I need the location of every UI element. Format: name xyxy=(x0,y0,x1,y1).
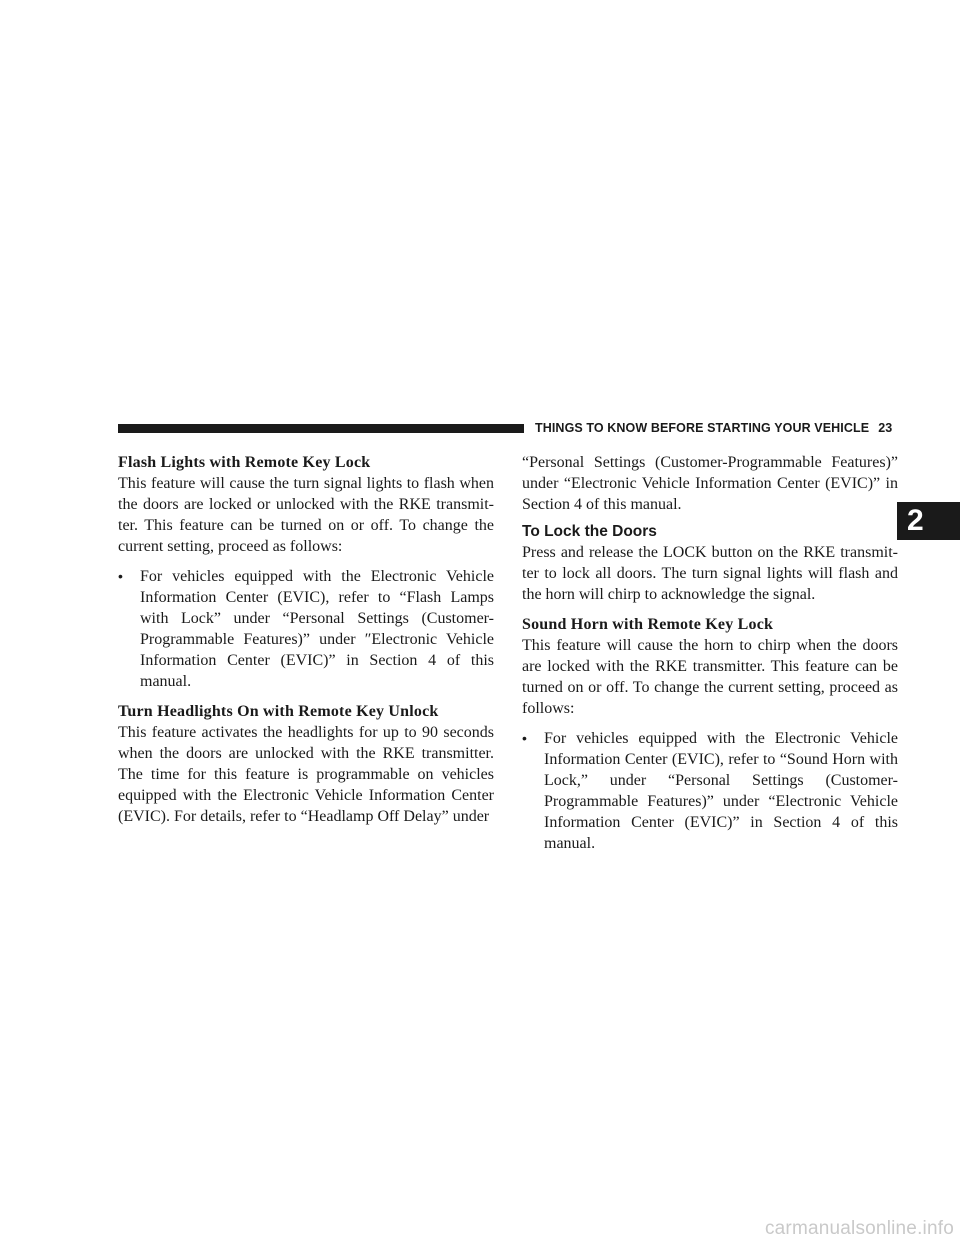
bullet-icon: • xyxy=(118,568,123,584)
flash-lights-bullet: For vehicles equipped with the Electronic Vehicle Information Center (EVIC), refer to “Flash Lamps with Lock” under “Personal Settings (Customer-Programmable Features)” under ″Electronic Vehicle Information Center (EVIC)” in Section 4 of this manual. xyxy=(140,568,494,690)
sound-horn-bullet: For vehicles equipped with the Electronic Vehicle Information Center (EVIC), refer to “Sound Horn with Lock,” under “Personal Settings (Customer-Programmable Features)” under “Electronic Vehicle Information Center (EVIC)” in Section 4 of this manual. xyxy=(544,730,898,852)
page-number: 23 xyxy=(878,421,893,435)
sound-horn-text: This feature will cause the horn to chirp when the doors are locked with the RKE transmitter. This feature can be turned on or off. To change the current setting, proceed as follows: xyxy=(522,637,898,717)
headlights-text: This feature activates the headlights for up to 90 seconds when the doors are unlocked with the RKE transmitter. The time for this feature is programmable on vehicles equipped with the Electronic Vehicle Information Center (EVIC). For details, refer to “Headlamp Off Delay” under xyxy=(118,724,494,825)
header-title: THINGS TO KNOW BEFORE STARTING YOUR VEHICLE xyxy=(535,421,870,435)
headlights-heading: Turn Headlights On with Remote Key Unlock xyxy=(118,703,439,720)
running-header xyxy=(535,421,892,435)
watermark: carmanualsonline.info xyxy=(764,1218,954,1239)
left-column xyxy=(118,452,494,827)
list-item xyxy=(118,566,494,692)
section-tab: 2 xyxy=(897,502,960,540)
right-column xyxy=(522,452,898,863)
lock-doors-heading: To Lock the Doors xyxy=(522,523,657,540)
continued-text: “Personal Settings (Customer-Programmable Features)” under “Electronic Vehicle Information Center (EVIC)” in Section 4 of this manual. xyxy=(522,454,898,513)
bullet-icon: • xyxy=(522,730,527,746)
sound-horn-heading: Sound Horn with Remote Key Lock xyxy=(522,616,774,633)
flash-lights-text: This feature will cause the turn signal lights to flash when the doors are locked or unlocked with the RKE transmit-ter. This feature can be turned on or off. To change the current setting, proceed as follows: xyxy=(118,475,494,555)
flash-lights-heading: Flash Lights with Remote Key Lock xyxy=(118,454,371,471)
list-item xyxy=(522,728,898,854)
header-rule xyxy=(118,424,524,433)
lock-doors-text: Press and release the LOCK button on the RKE transmit-ter to lock all doors. The turn signal lights will flash and the horn will chirp to acknowledge the signal. xyxy=(522,544,898,603)
